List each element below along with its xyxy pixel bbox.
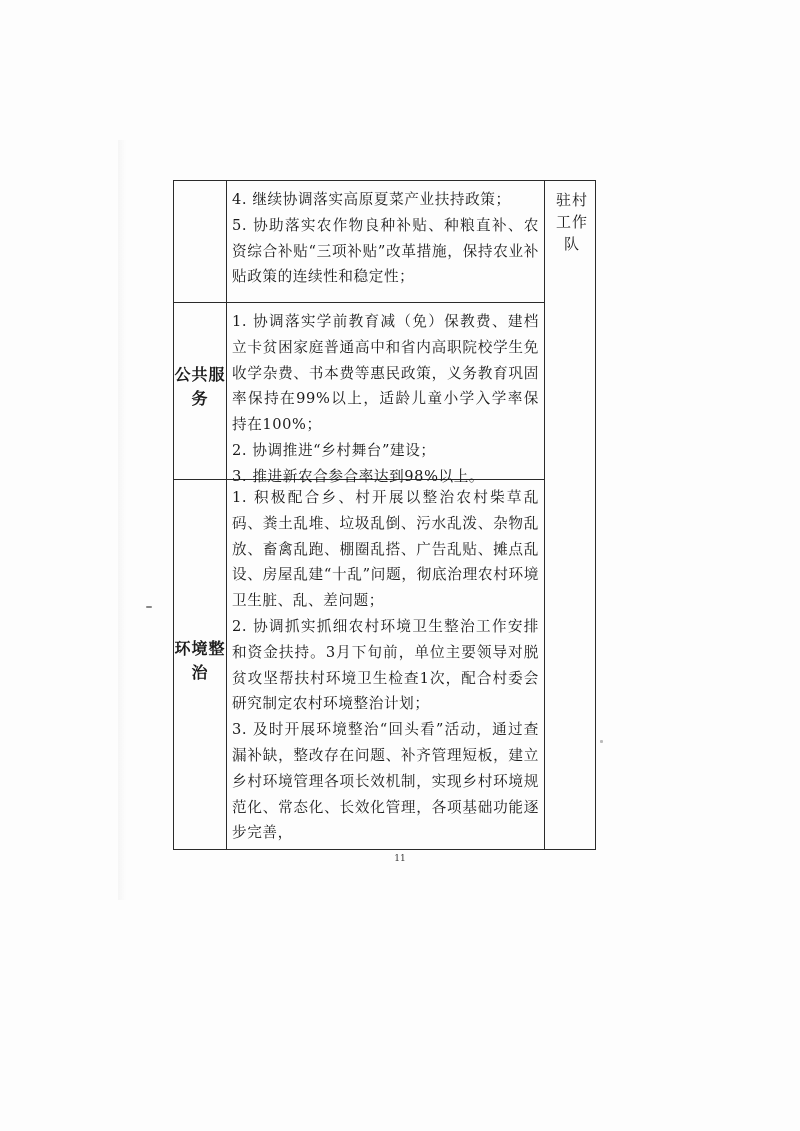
- category-cell-public-service: 公共服务: [174, 365, 226, 408]
- scan-shadow: [118, 140, 126, 900]
- responsible-cell: 驻村工作队: [555, 191, 588, 253]
- list-item: 2. 协调推进“乡村舞台”建设；: [232, 441, 436, 459]
- list-item: 4. 继续协调落实高原夏菜产业扶持政策；: [232, 191, 511, 208]
- content-cell-environment: [232, 485, 539, 846]
- list-item: 5. 协助落实农作物良种补贴、种粮直补、农资综合补贴“三项补贴”改革措施，保持农业补贴政策的连续性和稳定性；: [232, 216, 539, 286]
- column-divider-1: [226, 181, 227, 849]
- page-number: 11: [394, 854, 406, 864]
- column-divider-2: [544, 181, 545, 849]
- row-divider-1: [174, 302, 544, 303]
- content-cell-public-service: [232, 309, 539, 490]
- scan-speck: [600, 740, 603, 743]
- list-item: 3. 推进新农合参合率达到98%以上。: [232, 467, 485, 485]
- list-item: 1. 积极配合乡、村开展以整治农村柴草乱码、粪土乱堆、垃圾乱倒、污水乱泼、杂物乱放、畜禽乱跑、棚圈乱搭、广告乱贴、摊点乱设、房屋乱建“十乱”问题，彻底治理农村环境卫生脏、乱、差问题；: [232, 489, 539, 610]
- list-item: 2. 协调抓实抓细农村环境卫生整治工作安排和资金扶持。3月下旬前，单位主要领导对脱贫攻坚帮扶村环境卫生检查1次，配合村委会研究制定农村环境整治计划；: [232, 617, 539, 713]
- scan-speck: [146, 606, 152, 608]
- category-cell-environment: 环境整治: [174, 639, 226, 682]
- list-item: 3. 及时开展环境整治“回头看”活动，通过查漏补缺，整改存在问题、补齐管理短板，建立乡村环境管理各项长效机制，实现乡村环境规范化、常态化、长效化管理，各项基础功能逐步完善，: [232, 721, 539, 842]
- content-cell-1: [232, 187, 539, 290]
- list-item: 1. 协调落实学前教育减（免）保教费、建档立卡贫困家庭普通高中和省内高职院校学生免收学杂费、书本费等惠民政策，义务教育巩固率保持在99%以上，适龄儿童小学入学率保持在100%；: [232, 313, 539, 434]
- task-table: [173, 180, 596, 850]
